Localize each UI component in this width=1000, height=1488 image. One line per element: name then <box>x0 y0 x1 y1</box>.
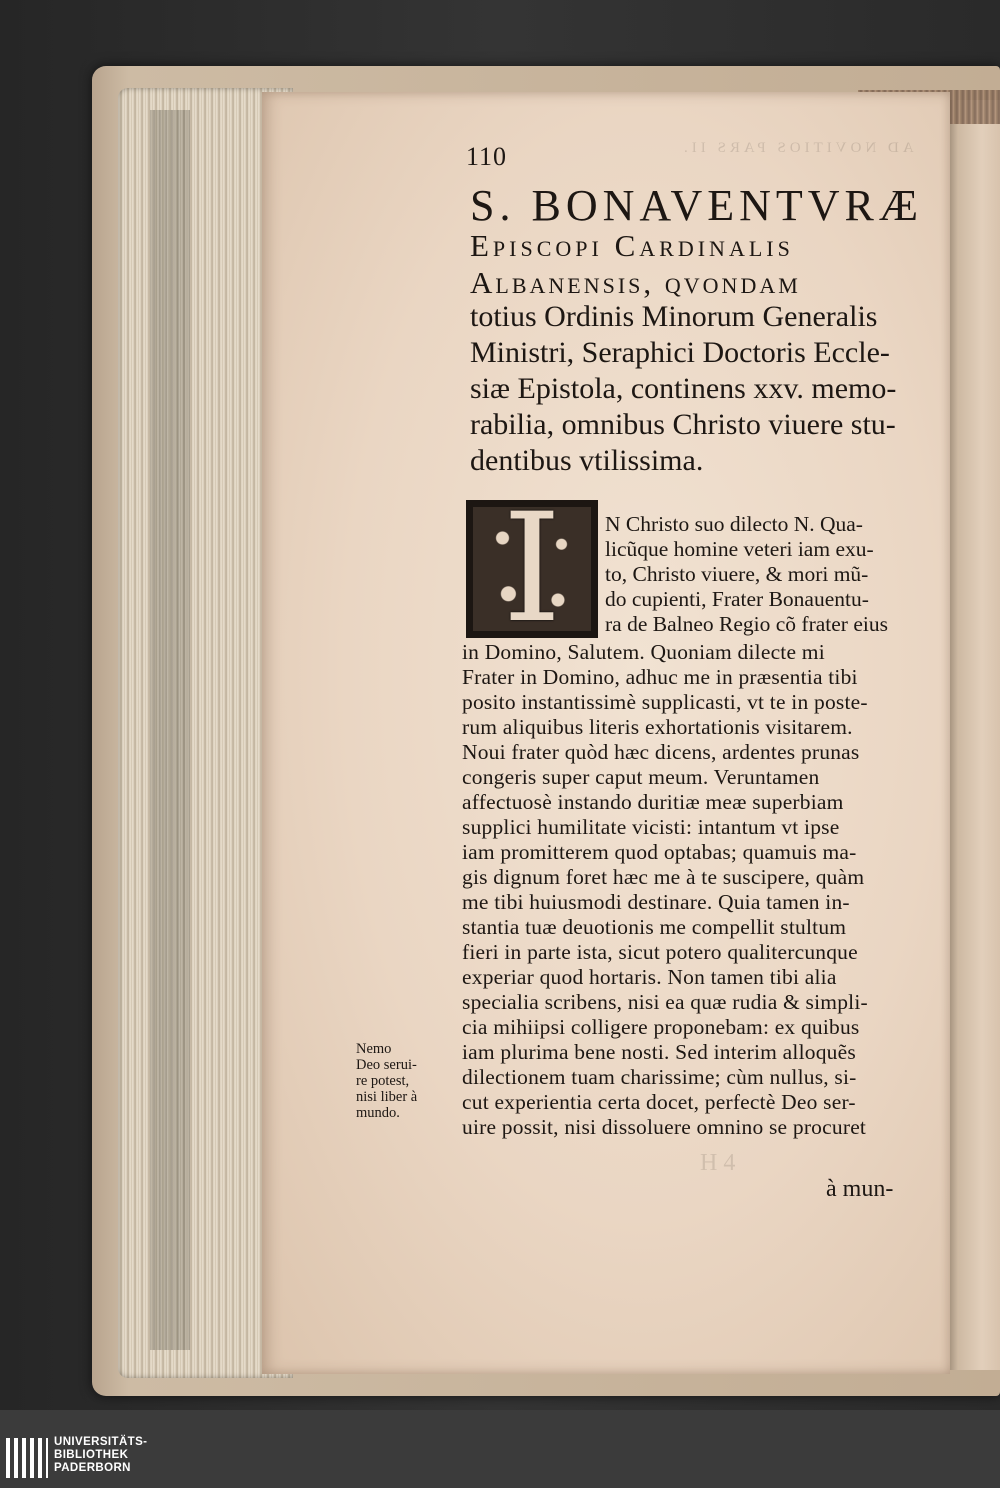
decorated-initial <box>466 482 598 656</box>
marginal-note-line: Nemo <box>356 1041 392 1057</box>
text-line: cia mihiipsi colligere proponebam: ex quibus <box>462 1015 860 1039</box>
bleed-through-header: AD NOVITIOS PARS II. <box>680 140 914 156</box>
text-line: licũque homine veteri iam exu- <box>605 537 874 561</box>
text-line: stantia tuæ deuotionis me compellit stultum <box>462 915 847 939</box>
page-number: 110 <box>466 142 508 171</box>
library-logo-icon <box>6 1438 48 1478</box>
text-line: affectuosè instando duritiæ meæ superbiam <box>462 790 844 814</box>
text-line: iam plurima bene nosti. Sed interim alloquẽs <box>462 1040 856 1064</box>
initial-letter: I <box>502 482 562 656</box>
text-line: posito instantissimè supplicasti, vt te in poste- <box>462 690 868 714</box>
text-line: iam promitterem quod optabas; quamuis ma- <box>462 840 857 864</box>
title-line-3: Albanensis, qvondam <box>470 265 801 300</box>
title-line-5: Ministri, Seraphici Doctoris Eccle- <box>470 336 890 369</box>
marginal-note-line: re potest, <box>356 1073 410 1089</box>
text-line: ra de Balneo Regio cõ frater eius <box>605 612 888 636</box>
text-line: to, Christo viuere, & mori mũ- <box>605 562 869 586</box>
text-line: supplici humilitate vicisti: intantum vt ipse <box>462 815 840 839</box>
text-line: congeris super caput meum. Veruntamen <box>462 765 820 789</box>
text-line: Noui frater quòd hæc dicens, ardentes prunas <box>462 740 860 764</box>
text-line: in Domino, Salutem. Quoniam dilecte mi <box>462 640 825 664</box>
title-line-7: rabilia, omnibus Christo viuere stu- <box>470 408 896 441</box>
text-line: dilectionem tuam charissime; cùm nullus, si- <box>462 1065 857 1089</box>
text-line: fieri in parte ista, sicut potero qualitercunque <box>462 940 858 964</box>
bleed-through-signature: H 4 <box>700 1150 736 1176</box>
marginal-note-line: nisi liber à <box>356 1089 418 1105</box>
marginal-note-line: Deo serui- <box>356 1057 417 1073</box>
catchword: à mun- <box>826 1176 894 1202</box>
text-line: rum aliquibus literis exhortationis visitarem. <box>462 715 853 739</box>
text-line: cut experientia certa docet, perfectè Deo ser- <box>462 1090 856 1114</box>
text-line: gis dignum foret hæc me à te suscipere, quàm <box>462 865 865 889</box>
library-logo-text <box>54 1436 147 1475</box>
title-line-6: siæ Epistola, continens xxv. memo- <box>470 372 897 405</box>
logo-line: UNIVERSITÄTS- <box>54 1436 148 1448</box>
text-line: experiar quod hortaris. Non tamen tibi alia <box>462 965 837 989</box>
logo-line: PADERBORN <box>54 1462 131 1474</box>
text-line: me tibi huiusmodi destinare. Quia tamen in- <box>462 890 850 914</box>
text-line: specialia scribens, nisi ea quæ rudia & simpli- <box>462 990 868 1014</box>
footer-bar <box>0 1410 1000 1488</box>
title-line-8: dentibus vtilissima. <box>470 444 704 477</box>
page-edges-shadow <box>150 110 190 1350</box>
text-line: do cupienti, Frater Bonauentu- <box>605 587 869 611</box>
text-line: Frater in Domino, adhuc me in præsentia tibi <box>462 665 858 689</box>
text-line: N Christo suo dilecto N. Qua- <box>605 512 863 536</box>
title-line-1: S. BONAVENTVRÆ <box>470 181 924 230</box>
marginal-note-line: mundo. <box>356 1105 400 1121</box>
logo-line: BIBLIOTHEK <box>54 1449 129 1461</box>
text-line: uire possit, nisi dissoluere omnino se procuret <box>462 1115 867 1139</box>
title-line-2: Episcopi Cardinalis <box>470 228 794 263</box>
title-line-4: totius Ordinis Minorum Generalis <box>470 300 878 333</box>
